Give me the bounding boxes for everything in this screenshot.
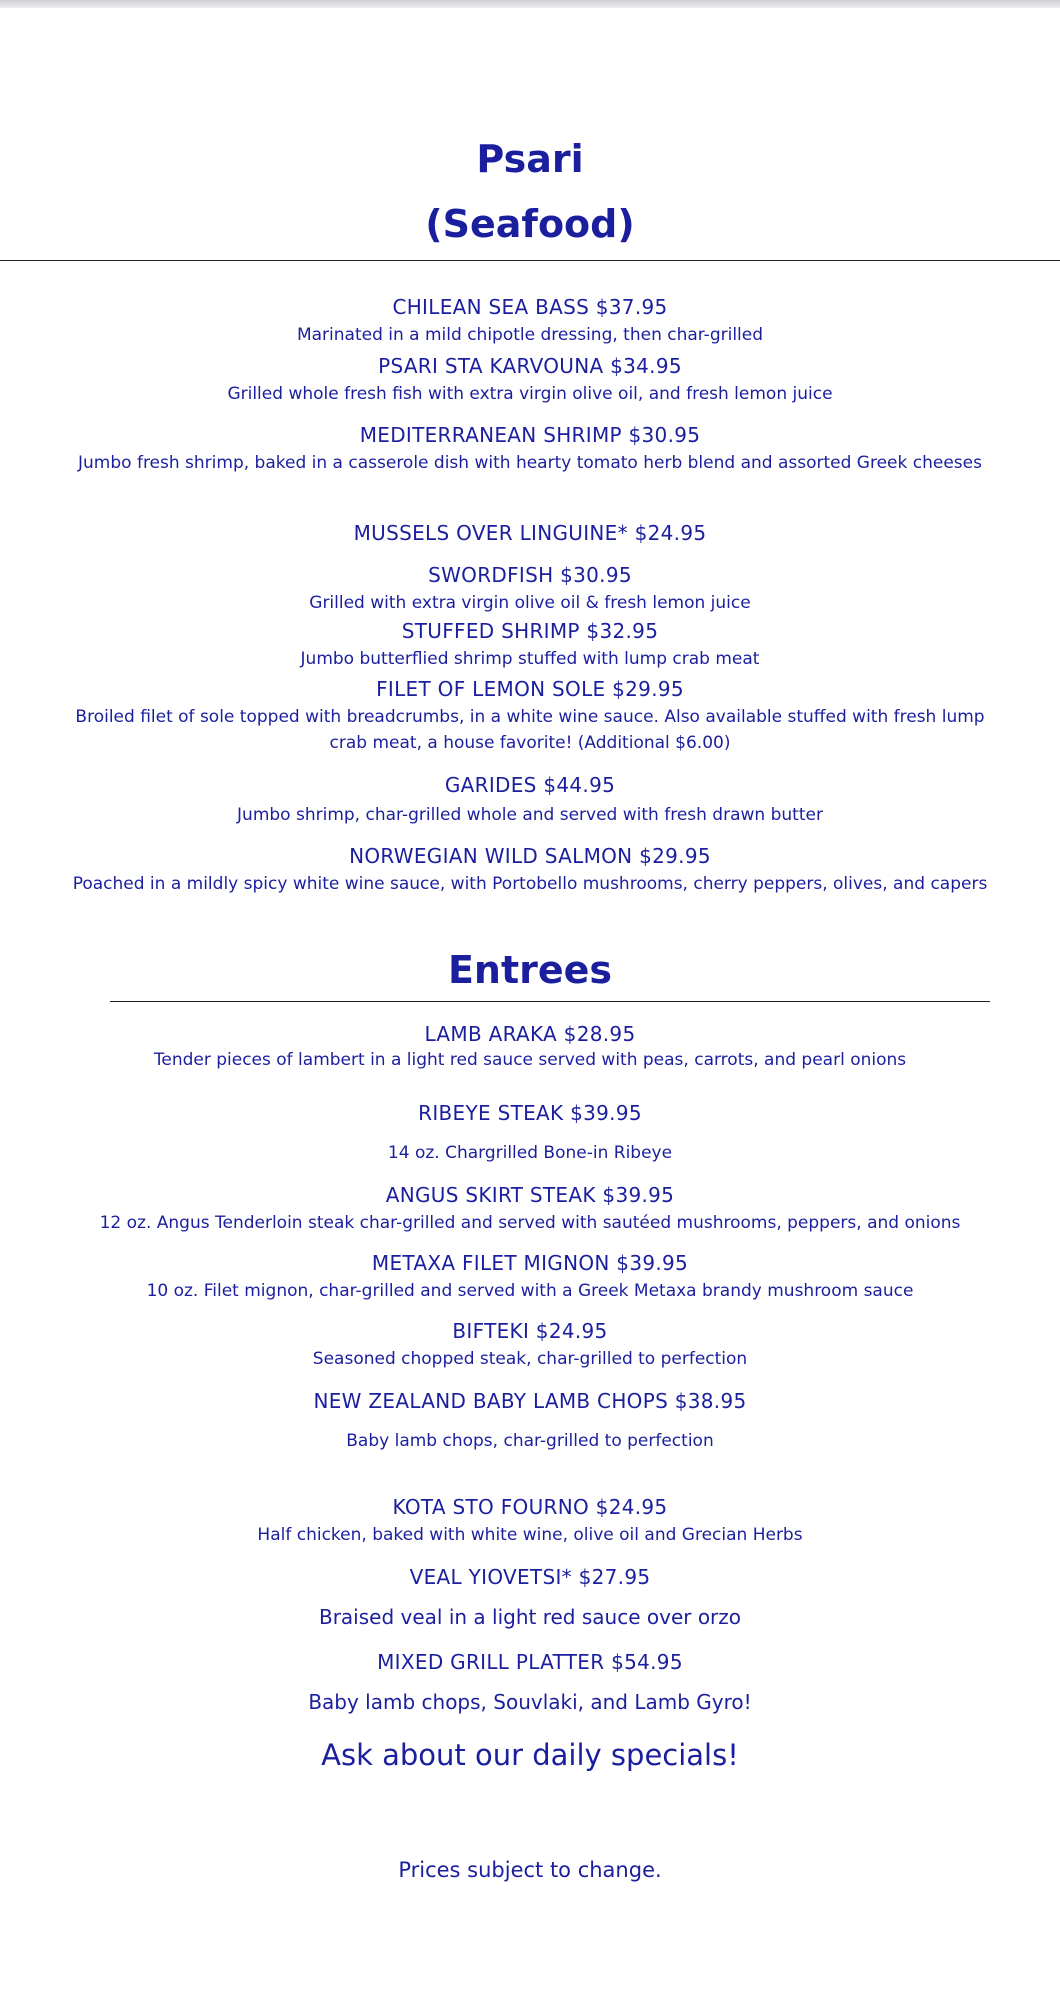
entrees-divider (110, 1001, 990, 1002)
item-name: GARIDES $44.95 (444, 773, 616, 797)
item-description: Grilled with extra virgin olive oil & fresh lemon juice (309, 593, 751, 613)
menu-item (60, 1182, 1000, 1236)
menu-item (60, 618, 1000, 672)
item-description: Seasoned chopped steak, char-grilled to perfection (312, 1349, 748, 1369)
menu-item (60, 294, 1000, 348)
item-description: Tender pieces of lambert in a light red sauce served with peas, carrots, and pearl onions (153, 1050, 907, 1070)
item-description: Jumbo shrimp, char-grilled whole and served with fresh drawn butter (237, 805, 823, 825)
item-description: 10 oz. Filet mignon, char-grilled and served with a Greek Metaxa brandy mushroom sauce (146, 1281, 914, 1301)
menu-item (60, 843, 1000, 897)
seafood-subtitle: (Seafood) (425, 202, 635, 246)
menu-item (60, 1021, 1000, 1073)
item-name: ANGUS SKIRT STEAK $39.95 (385, 1183, 675, 1207)
item-description: Grilled whole fresh fish with extra virgin olive oil, and fresh lemon juice (227, 384, 833, 404)
item-name: STUFFED SHRIMP $32.95 (401, 619, 659, 643)
item-name: KOTA STO FOURNO $24.95 (392, 1495, 668, 1519)
menu-item (60, 1318, 1000, 1372)
item-name: NORWEGIAN WILD SALMON $29.95 (349, 844, 711, 868)
item-name: MIXED GRILL PLATTER $54.95 (377, 1650, 683, 1674)
item-description: Poached in a mildly spicy white wine sauce, with Portobello mushrooms, cherry peppers, olives, and capers (72, 874, 988, 894)
menu-item (60, 1250, 1000, 1304)
item-description: 12 oz. Angus Tenderloin steak char-grilled and served with sautéed mushrooms, peppers, and onions (99, 1213, 961, 1233)
specials-note: Ask about our daily specials! (321, 1738, 739, 1772)
footer-note: Prices subject to change. (398, 1858, 662, 1882)
item-name: CHILEAN SEA BASS $37.95 (392, 295, 668, 319)
menu-item (60, 1100, 1000, 1166)
item-name: FILET OF LEMON SOLE $29.95 (376, 677, 684, 701)
menu-item (60, 562, 1000, 616)
item-description: Baby lamb chops, Souvlaki, and Lamb Gyro! (308, 1690, 752, 1714)
menu-item (60, 1388, 1000, 1454)
entrees-title: Entrees (447, 948, 613, 992)
item-description: 14 oz. Chargrilled Bone-in Ribeye (387, 1143, 673, 1163)
item-description: Broiled filet of sole topped with breadcrumbs, in a white wine sauce. Also available stuffed with fresh lump crab meat, a house favorite! (Additional $6.00) (75, 707, 985, 753)
item-description: Half chicken, baked with white wine, olive oil and Grecian Herbs (257, 1525, 803, 1545)
menu-item (60, 422, 1000, 476)
seafood-title: Psari (476, 137, 584, 181)
item-name: MUSSELS OVER LINGUINE* $24.95 (353, 521, 707, 545)
item-description: Jumbo butterflied shrimp stuffed with lump crab meat (300, 649, 760, 669)
item-name: LAMB ARAKA $28.95 (424, 1022, 636, 1046)
item-name: VEAL YIOVETSI* $27.95 (409, 1565, 651, 1589)
menu-item (60, 520, 1000, 546)
menu-item (60, 676, 1000, 756)
menu-item (60, 1564, 1000, 1630)
menu-item (60, 353, 1000, 407)
item-name: RIBEYE STEAK $39.95 (418, 1101, 642, 1125)
menu-item (60, 1494, 1000, 1548)
item-name: NEW ZEALAND BABY LAMB CHOPS $38.95 (313, 1389, 747, 1413)
menu-item (60, 772, 1000, 828)
item-name: MEDITERRANEAN SHRIMP $30.95 (359, 423, 701, 447)
item-name: SWORDFISH $30.95 (428, 563, 632, 587)
top-status-strip (0, 0, 1060, 8)
item-description: Braised veal in a light red sauce over orzo (318, 1605, 742, 1629)
menu-item (60, 1649, 1000, 1715)
item-name: PSARI STA KARVOUNA $34.95 (378, 354, 682, 378)
item-description: Marinated in a mild chipotle dressing, then char-grilled (296, 325, 764, 345)
seafood-divider (0, 260, 1060, 261)
item-name: METAXA FILET MIGNON $39.95 (371, 1251, 689, 1275)
item-description: Jumbo fresh shrimp, baked in a casserole dish with hearty tomato herb blend and assorted Greek cheeses (78, 453, 982, 473)
item-name: BIFTEKI $24.95 (452, 1319, 608, 1343)
item-description: Baby lamb chops, char-grilled to perfection (346, 1431, 714, 1451)
